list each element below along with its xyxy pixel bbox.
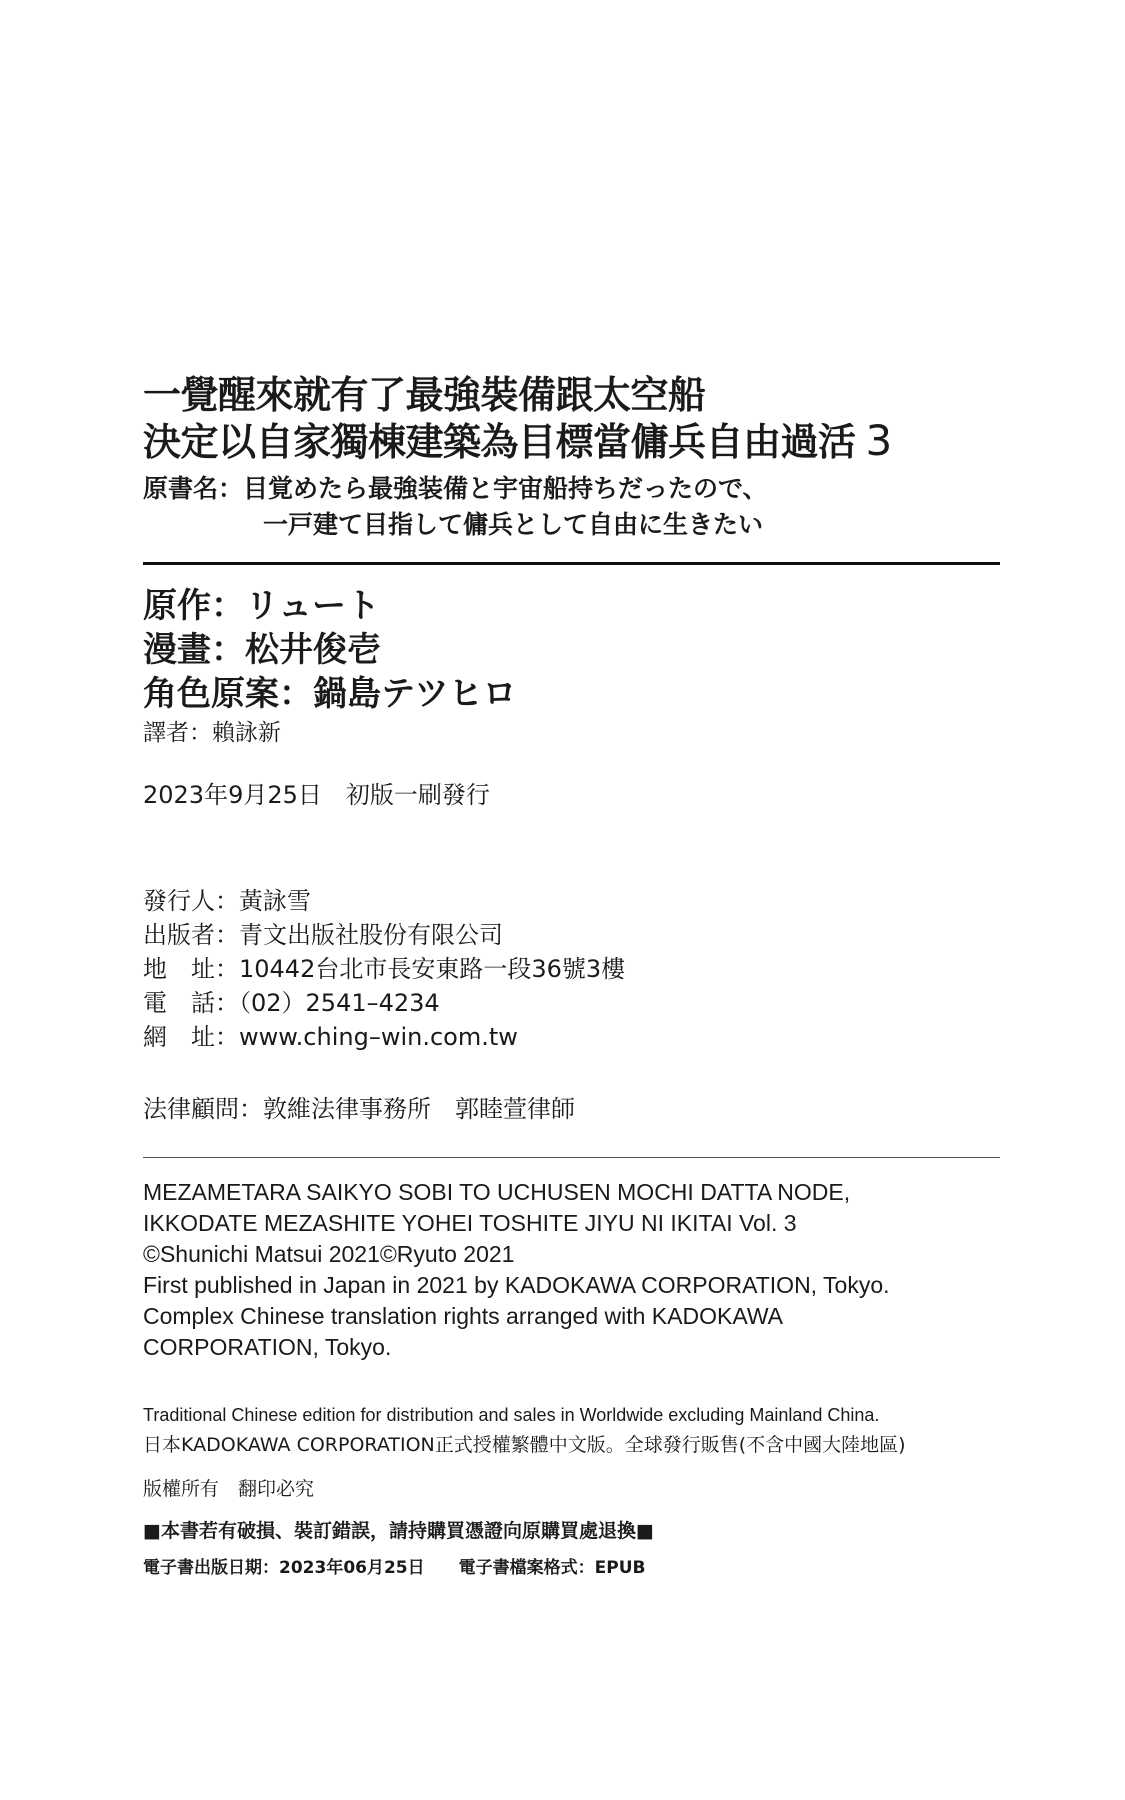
author-credit: 原作：リュート [143,586,380,626]
artist-credit: 漫畫：松井俊壱 [143,630,381,670]
publisher-person: 發行人：黃詠雪 [143,887,311,915]
distribution-english: Traditional Chinese edition for distribution and sales in Worldwide excluding Mainland China. [143,1405,880,1425]
book-title-line-2-text: 決定以自家獨棟建築為目標當傭兵自由過活 [143,420,856,464]
rights-line-4: First published in Japan in 2021 by KADOKAWA CORPORATION, Tokyo. [143,1272,890,1298]
publisher-address: 地 址：10442台北市長安東路一段36號3樓 [143,955,626,983]
legal-counsel: 法律顧問：敦維法律事務所 郭睦萱律師 [143,1095,575,1123]
copyright-notice: 版權所有 翻印必究 [143,1478,315,1500]
english-rights-block [143,1177,1000,1363]
original-title-line-2: 一戸建て目指して傭兵として自由に生きたい [263,510,764,539]
original-title-text-1: 目覚めたら最強装備と宇宙船持ちだったので、 [243,474,768,503]
rights-line-6: CORPORATION, Tokyo. [143,1334,392,1360]
volume-number: 3 [865,416,892,465]
original-title-label: 原書名： [143,474,244,503]
damage-return-notice: ■本書若有破損、裝訂錯誤，請持購買憑證向原購買處退換■ [143,1520,654,1542]
translator-credit: 譯者：賴詠新 [143,720,281,746]
publisher-info-block [143,884,1000,1054]
rights-line-3: ©Shunichi Matsui 2021©Ryuto 2021 [143,1241,515,1267]
distribution-block [143,1400,1000,1460]
rights-line-1: MEZAMETARA SAIKYO SOBI TO UCHUSEN MOCHI DATTA NODE, [143,1179,851,1205]
title-divider [143,562,1000,565]
rights-line-2: IKKODATE MEZASHITE YOHEI TOSHITE JIYU NI IKITAI Vol. 3 [143,1210,797,1236]
rights-line-5: Complex Chinese translation rights arranged with KADOKAWA [143,1303,784,1329]
distribution-chinese: 日本KADOKAWA CORPORATION正式授權繁體中文版。全球發行販售(不含中國大陸地區) [143,1434,906,1456]
character-design-credit: 角色原案：鍋島テツヒロ [143,674,517,714]
publisher-company: 出版者：青文出版社股份有限公司 [143,921,503,949]
original-title-line-1 [143,471,1000,507]
ebook-info: 電子書出版日期：2023年06月25日 電子書檔案格式：EPUB [143,1558,646,1578]
book-title-line-2 [143,418,1000,465]
publisher-website: 網 址：www.ching–win.com.tw [143,1023,518,1051]
edition-date: 2023年9月25日 初版一刷發行 [143,781,490,809]
title-block [143,372,1000,543]
book-title-line-1: 一覺醒來就有了最強裝備跟太空船 [143,373,706,417]
rights-divider [143,1157,1000,1158]
publisher-phone: 電 話：（02）2541–4234 [143,989,440,1017]
credits-block [143,584,1000,750]
